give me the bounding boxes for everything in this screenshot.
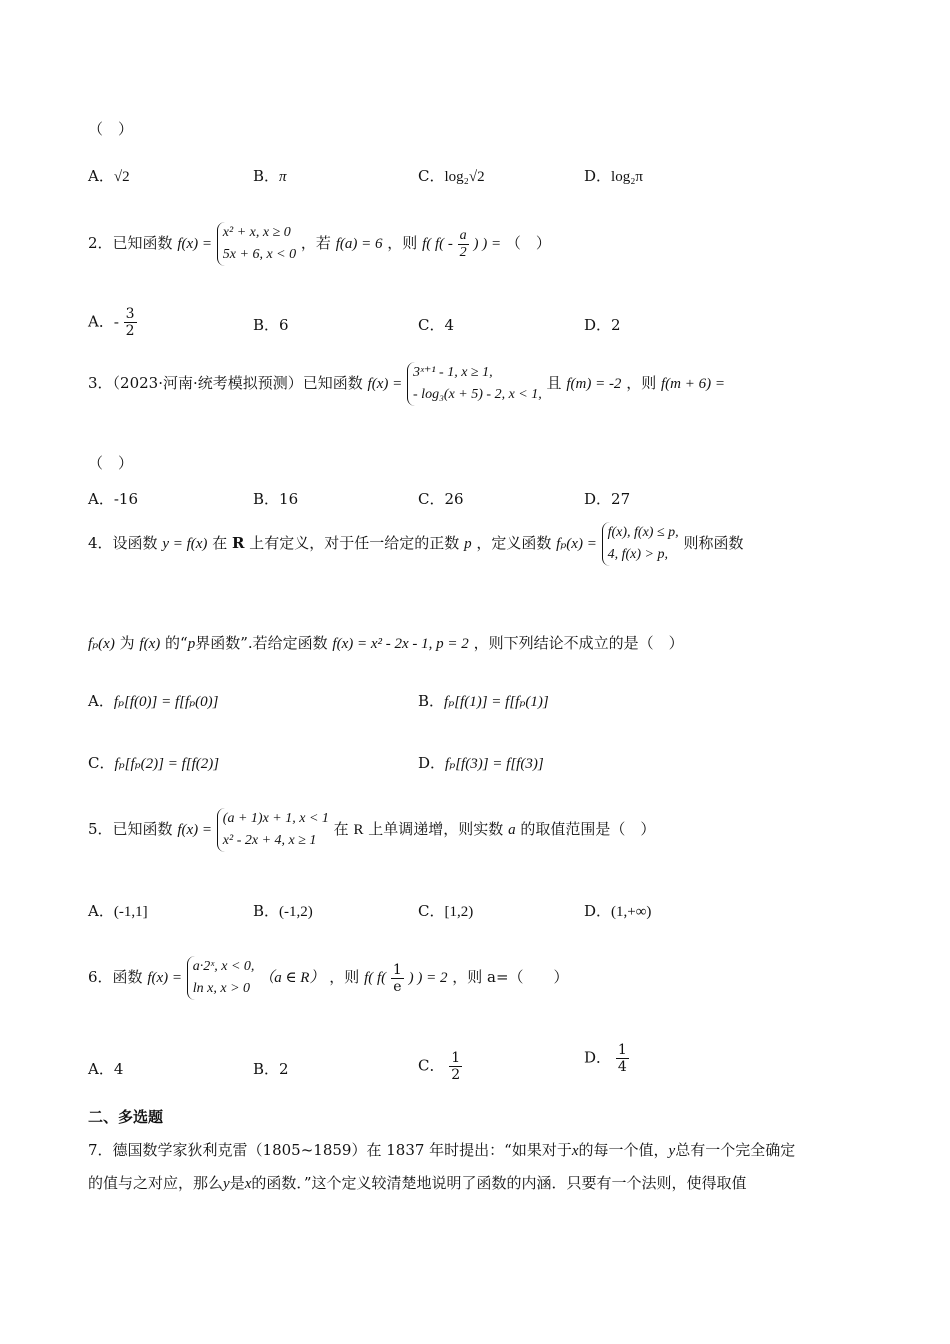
option-label: A．	[88, 490, 114, 508]
option-label: D．	[584, 1048, 612, 1067]
q1-option-a[interactable]	[88, 165, 130, 186]
q2-expr-b: ) ) =	[473, 236, 502, 252]
q4-text: 的“	[165, 634, 188, 652]
option-value: fₚ[f(1)] = f[fₚ(1)]	[444, 694, 549, 710]
q6-case1: a·2ˣ, x < 0,	[192, 959, 255, 974]
q5-piecewise	[217, 808, 329, 852]
q2-prefix: 2．已知函数	[88, 234, 173, 252]
option-value: 16	[279, 490, 299, 508]
q7-line2	[88, 1167, 868, 1200]
option-value: log₂√2	[444, 169, 485, 185]
option-value: fₚ[f(3)] = f[f(3)]	[445, 756, 544, 772]
q7-paragraph	[88, 1134, 868, 1200]
option-value: 26	[444, 490, 464, 508]
q3-stem	[88, 362, 725, 406]
option-value: -16	[113, 490, 138, 508]
option-value: 4	[113, 1060, 124, 1078]
q4-stem-line1	[88, 522, 743, 566]
q4-text: 则称函数	[683, 534, 744, 552]
q2-piecewise	[217, 222, 296, 266]
option-value: fₚ[fₚ(2)] = f[f(2)]	[114, 756, 220, 772]
option-label: D．	[584, 490, 612, 508]
q6-expr-b: ) ) = 2	[408, 970, 448, 986]
q2-cond: f(a) = 6	[335, 236, 383, 252]
q4-fp: fₚ(x)	[88, 636, 115, 652]
q2-expr-a: f( f( -	[422, 236, 453, 252]
frac-num: 1	[392, 961, 402, 978]
q2-case2: 5x + 6, x < 0	[222, 247, 297, 262]
option-frac	[124, 306, 137, 339]
q2-option-c[interactable]	[418, 314, 454, 335]
option-value: fₚ[f(0)] = f[fₚ(0)]	[113, 694, 219, 710]
option-label: A．	[88, 692, 114, 710]
q2-stem	[88, 222, 551, 266]
option-value: π	[279, 169, 287, 185]
option-value: log₂π	[611, 169, 644, 185]
q5-text: 的取值范围是（ ）	[520, 820, 656, 838]
option-label: D．	[584, 902, 612, 920]
q5-option-b[interactable]	[253, 900, 313, 921]
section-title: 二、多选题	[88, 1108, 164, 1126]
q6-domain: （a ∈ R）	[259, 970, 325, 986]
q6-prefix: 6．函数	[88, 968, 143, 986]
option-label: A．	[88, 1060, 114, 1078]
option-label: B．	[253, 490, 280, 508]
q2-case1: x² + x, x ≥ 0	[222, 225, 291, 240]
q4-option-a[interactable]	[88, 690, 218, 711]
q6-case2: ln x, x > 0	[192, 981, 251, 996]
q4-prefix: 4．设函数	[88, 534, 158, 552]
option-value: 27	[611, 490, 631, 508]
q6-expr-a: f( f(	[364, 970, 387, 986]
q2-func-lhs: f(x) =	[177, 236, 213, 252]
q5-R: R	[353, 822, 364, 838]
option-label: C．	[418, 902, 445, 920]
frac-num: a	[459, 227, 467, 243]
option-label: B．	[253, 167, 280, 185]
q6-expr-frac	[391, 962, 404, 995]
option-label: A．	[88, 902, 114, 920]
option-label: B．	[253, 1060, 280, 1078]
q7-text: 总有一个完全确定	[675, 1141, 796, 1159]
q3-cond: f(m) = -2	[566, 376, 622, 392]
q3-option-a[interactable]	[88, 488, 138, 509]
q2-then: ，则	[387, 234, 418, 252]
option-value: -	[113, 314, 119, 331]
q4-p: p	[464, 536, 472, 552]
option-frac	[616, 1042, 629, 1075]
q6-option-d[interactable]	[584, 1042, 629, 1075]
q3-case2: - log₃(x + 5) - 2, x < 1,	[413, 387, 542, 402]
q7-x: x	[244, 1176, 252, 1192]
frac-den: 2	[125, 323, 135, 339]
q6-option-a[interactable]	[88, 1058, 123, 1079]
q3-option-b[interactable]	[253, 488, 298, 509]
q4-option-b[interactable]	[418, 690, 549, 711]
q4-given: f(x) = x² - 2x - 1, p = 2	[332, 636, 469, 652]
option-value: 2	[279, 1060, 289, 1078]
q5-stem	[88, 808, 655, 852]
q3-expr: f(m + 6) =	[661, 376, 725, 392]
q5-case2: x² - 2x + 4, x ≥ 1	[222, 833, 317, 848]
option-value: [1,2)	[444, 904, 474, 920]
q7-text: 是	[229, 1174, 245, 1192]
q4-text: 在	[212, 534, 228, 552]
option-value: 4	[444, 316, 455, 334]
q6-func-lhs: f(x) =	[147, 970, 183, 986]
q7-y: y	[223, 1176, 230, 1192]
q6-piecewise	[187, 956, 255, 1000]
q1-paren: （ ）	[88, 120, 134, 138]
q4-yfx: y = f(x)	[162, 536, 208, 552]
frac-num: 1	[451, 1050, 461, 1066]
q7-x: x	[571, 1143, 579, 1159]
option-label: D．	[584, 167, 612, 185]
q1-option-c[interactable]	[418, 165, 485, 186]
q2-option-a[interactable]	[88, 306, 137, 339]
q3-piecewise	[407, 362, 542, 406]
q4-piecewise	[602, 522, 679, 566]
q3-option-c[interactable]	[418, 488, 464, 509]
q5-text: 上单调递增，则实数	[368, 820, 504, 838]
q5-case1: (a + 1)x + 1, x < 1	[222, 811, 329, 826]
option-label: B．	[253, 902, 280, 920]
option-value: 2	[611, 316, 621, 334]
option-value: (-1,1]	[113, 904, 148, 920]
q3-case1: 3ˣ⁺¹ - 1, x ≥ 1,	[413, 365, 493, 380]
option-value: (1,+∞)	[611, 904, 652, 920]
q4-fx: f(x)	[139, 636, 161, 652]
q6-stem	[88, 956, 569, 1000]
q4-case2: 4, f(x) > p,	[607, 547, 668, 562]
q3-option-d[interactable]	[584, 488, 630, 509]
q4-option-d[interactable]	[418, 752, 544, 773]
q4-R: R	[232, 534, 245, 552]
q2-mid: ，若	[300, 234, 331, 252]
q3-paren: （ ）	[88, 454, 134, 472]
q4-text: ，定义函数	[476, 534, 552, 552]
option-label: C．	[418, 490, 445, 508]
option-label: B．	[418, 692, 445, 710]
option-value: (-1,2)	[279, 904, 313, 920]
q3-then: ，则	[626, 374, 657, 392]
option-label: D．	[584, 316, 612, 334]
frac-den: 4	[617, 1059, 627, 1075]
frac-den: e	[393, 978, 402, 995]
option-label: A．	[88, 167, 114, 185]
q6-option-b[interactable]	[253, 1058, 289, 1079]
frac-num: 1	[617, 1042, 627, 1058]
q4-p: p	[187, 636, 196, 652]
option-label: D．	[418, 754, 446, 772]
q5-prefix: 5．已知函数	[88, 820, 173, 838]
q2-option-d[interactable]	[584, 314, 621, 335]
option-label: C．	[418, 167, 445, 185]
q4-text: 界函数”.若给定函数	[195, 634, 328, 652]
q4-fp-lhs: fₚ(x) =	[556, 536, 597, 552]
q6-option-c[interactable]	[418, 1050, 462, 1083]
option-value: 6	[279, 316, 289, 334]
q5-a: a	[508, 822, 516, 838]
q4-stem-line2	[88, 632, 684, 653]
q3-prefix: 3．（2023·河南·统考模拟预测）已知函数	[88, 374, 363, 392]
q5-text: 在	[333, 820, 349, 838]
q3-func-lhs: f(x) =	[367, 376, 403, 392]
q4-text: ，则下列结论不成立的是（ ）	[473, 634, 684, 652]
q4-option-c[interactable]	[88, 752, 219, 773]
q7-text: 的值与之对应，那么	[88, 1174, 224, 1192]
option-label: A．	[88, 312, 114, 331]
option-value: √2	[113, 169, 130, 185]
option-label: C．	[418, 1056, 445, 1075]
frac-den: 2	[451, 1067, 461, 1083]
option-label: C．	[418, 316, 445, 334]
option-label: C．	[88, 754, 115, 772]
q4-case1: f(x), f(x) ≤ p,	[607, 525, 679, 540]
q4-text: 为	[119, 634, 135, 652]
q7-text: 的函数．”这个定义较清楚地说明了函数的内涵．只要有一个法则，使得取值	[251, 1174, 747, 1192]
q7-line1	[88, 1134, 868, 1167]
q5-func-lhs: f(x) =	[177, 822, 213, 838]
q5-option-a[interactable]	[88, 900, 148, 921]
q3-and: 且	[546, 374, 562, 392]
q5-option-c[interactable]	[418, 900, 473, 921]
q1-option-d[interactable]	[584, 165, 643, 186]
q7-text: 7．德国数学家狄利克雷（1805~1859）在 1837 年时提出：“如果对于	[88, 1141, 572, 1159]
q2-expr-frac	[458, 228, 469, 261]
option-frac	[449, 1050, 462, 1083]
q6-then: ，则	[329, 968, 360, 986]
q4-text: 上有定义，对于任一给定的正数	[249, 534, 460, 552]
q6-tail: ，则 a=（ ）	[452, 968, 569, 986]
frac-den: 2	[459, 244, 467, 260]
q2-paren: （ ）	[505, 234, 551, 252]
option-label: B．	[253, 316, 280, 334]
q2-option-b[interactable]	[253, 314, 289, 335]
q1-option-b[interactable]	[253, 165, 287, 186]
q5-option-d[interactable]	[584, 900, 651, 921]
q7-y: y	[668, 1143, 676, 1159]
frac-num: 3	[125, 306, 135, 322]
q7-text: 的每一个值，	[578, 1141, 669, 1159]
